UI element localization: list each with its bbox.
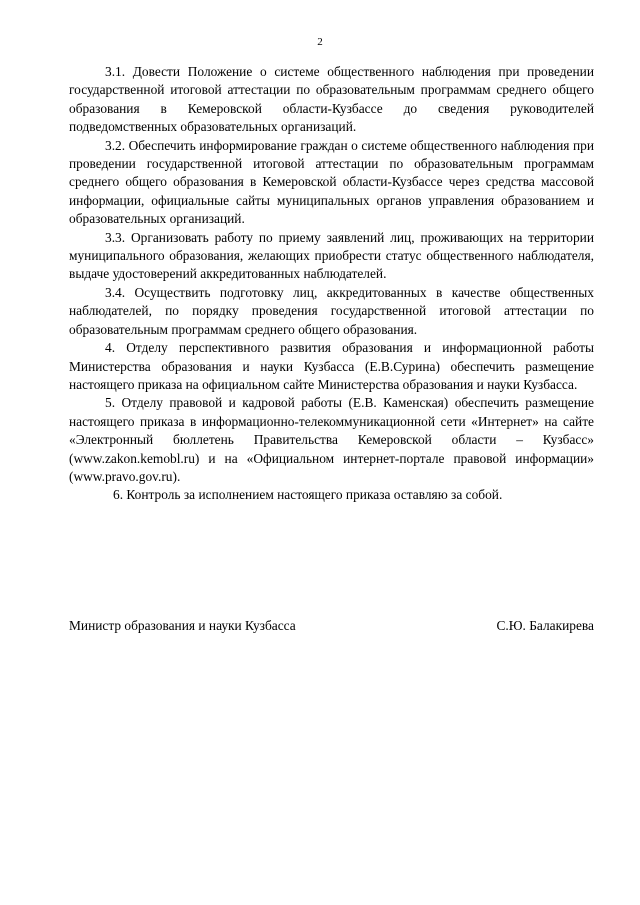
signature-block xyxy=(69,617,594,635)
paragraph-3-4: 3.4. Осуществить подготовку лиц, аккредитованных в качестве общественных наблюдателей, по порядку проведения государственной итоговой аттестации по образовательным программам среднего общего образования. xyxy=(69,284,594,337)
paragraph-3-1: 3.1. Довести Положение о системе общественного наблюдения при проведении государственной итоговой аттестации по образовательным программам среднего общего образования в Кемеровской области-Кузбассе до сведения руководителей подведомственных образовательных организаций. xyxy=(69,64,594,135)
page-number: 2 xyxy=(317,36,323,48)
paragraph-3-3: 3.3. Организовать работу по приему заявлений лиц, проживающих на территории муниципального образования, желающих приобрести статус общественного наблюдателя, выдаче удостоверений аккредитованных наблюдателей. xyxy=(69,229,594,282)
paragraph-4: 4. Отделу перспективного развития образования и информационной работы Министерства образования и науки Кузбасса (Е.В.Сурина) обеспечить размещение настоящего приказа на официальном сайте Министерства образования и науки Кузбасса. xyxy=(69,340,594,392)
paragraph-3-2: 3.2. Обеспечить информирование граждан о системе общественного наблюдения при проведении государственной итоговой аттестации по образовательным программам среднего общего образования в Кемеровской области-Кузбассе через средства массовой информации, официальные сайты муниципальных органов управления образованием и образовательных организаций. xyxy=(69,137,594,227)
document-body xyxy=(69,63,594,505)
paragraph-6: 6. Контроль за исполнением настоящего приказа оставляю за собой. xyxy=(113,487,503,503)
signature-position: Министр образования и науки Кузбасса xyxy=(69,618,296,633)
paragraph-5: 5. Отделу правовой и кадровой работы (Е.В. Каменская) обеспечить размещение настоящего приказа в информационно-телекоммуникационной сети «Интернет» на сайте «Электронный бюллетень Правительства Кемеровской области – Кузбасс» (www.zakon.kemobl.ru) и на «Официальном интернет-портале правовой информации» (www.pravo.gov.ru). xyxy=(69,395,594,484)
signature-name: С.Ю. Балакирева xyxy=(496,618,594,633)
